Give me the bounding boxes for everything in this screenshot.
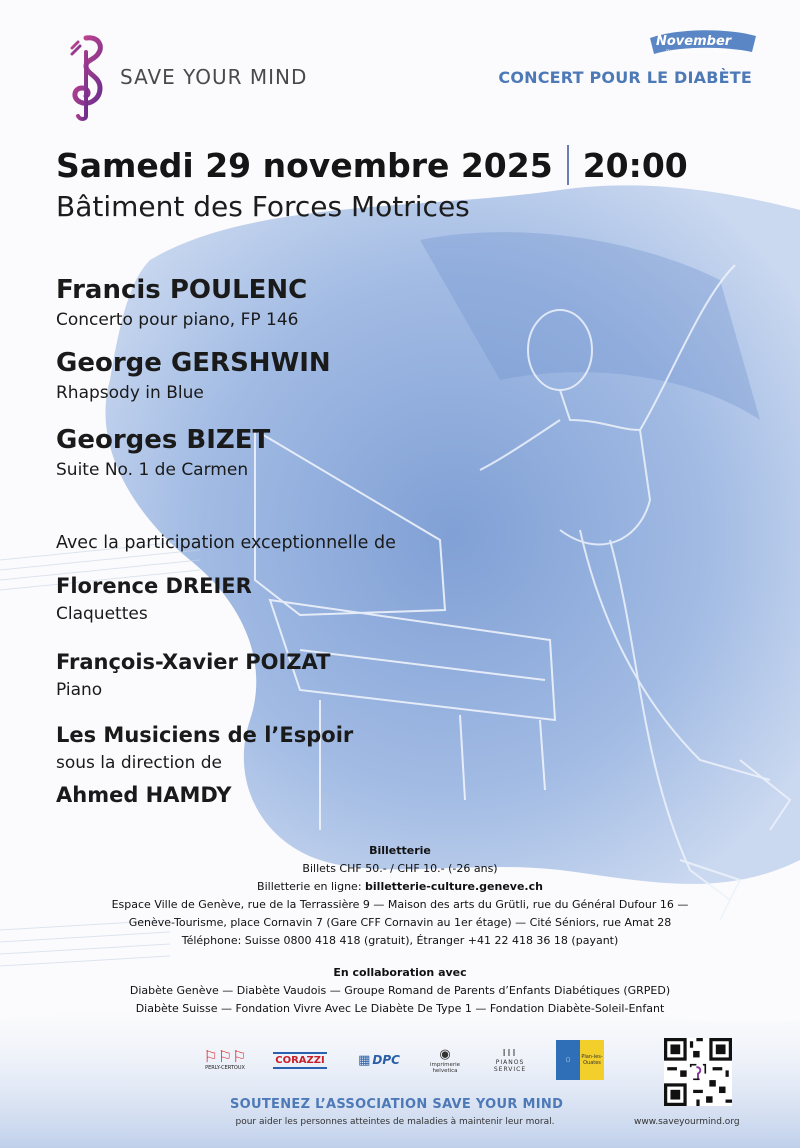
ticket-outlets: Espace Ville de Genève, rue de la Terrassière 9 — Maison des arts du Grütli, rue du Général Dufour 16 — (111, 898, 689, 911)
badge-november: November (656, 34, 732, 49)
ticket-prices: Billets CHF 50.- / CHF 10.- (-26 ans) (302, 862, 498, 875)
work-title: Concerto pour piano, FP 146 (56, 310, 299, 330)
ticket-online-link[interactable]: billetterie-culture.geneve.ch (365, 880, 543, 893)
ensemble-name: Les Musiciens de l’Espoir (56, 723, 354, 747)
program-item (56, 275, 307, 330)
logo-text: SAVE YOUR MIND (120, 65, 308, 89)
event-date-time (56, 145, 688, 185)
direction-label: sous la direction de (56, 753, 222, 773)
collaboration-partners: Diabète Genève — Diabète Vaudois — Groupe Romand de Parents d’Enfants Diabétiques (GRPED) (129, 984, 671, 997)
event-date: Samedi 29 novembre 2025 (56, 145, 553, 185)
dpc-logo: ▦ DPC (358, 1052, 400, 1068)
program-item (56, 425, 270, 480)
program-item (56, 348, 331, 403)
collaboration-heading: En collaboration avec (333, 966, 467, 979)
support-headline: SOUTENEZ L’ASSOCIATION SAVE YOUR MIND (230, 1097, 564, 1112)
ticket-outlets: Genève-Tourisme, place Cornavin 7 (Gare CFF Cornavin au 1er étage) — Cité Séniors, rue Amat 28 (128, 916, 672, 929)
ensemble-entry (56, 723, 353, 807)
artist-role: Piano (56, 680, 103, 700)
plan-les-ouates-logo-blue: ▢ (556, 1040, 580, 1080)
ticket-phone: Téléphone: Suisse 0800 418 418 (gratuit), Étranger +41 22 418 36 18 (payant) (181, 934, 619, 947)
website-link[interactable]: www.saveyourmind.org (634, 1117, 740, 1127)
composer-name: Georges BIZET (56, 425, 271, 455)
qr-code[interactable] (664, 1038, 732, 1106)
support-subline: pour aider les personnes atteintes de maladies à maintenir leur moral. (235, 1117, 555, 1127)
participation-intro: Avec la participation exceptionnelle de (56, 533, 396, 553)
seahorse-clef-icon (64, 32, 114, 122)
november-awareness-badge (648, 26, 758, 60)
artist-role: Claquettes (56, 604, 148, 624)
composer-name: Francis POULENC (56, 275, 308, 305)
imprimerie-helvetica-logo: ◉ imprimerie helvetica (429, 1046, 461, 1074)
date-separator (567, 145, 569, 185)
corazzi-logo: CORAZZI (268, 1040, 332, 1080)
work-title: Suite No. 1 de Carmen (56, 460, 249, 480)
ticket-online: Billetterie en ligne: billetterie-culture.geneve.ch (257, 880, 543, 893)
badge-caption: Diabetes Awareness Month (666, 50, 728, 55)
pianos-service-logo: III PIANOS SERVICE (493, 1047, 527, 1073)
artist-name: Florence DREIER (56, 574, 252, 598)
event-time: 20:00 (582, 145, 688, 185)
save-your-mind-logo (64, 32, 307, 122)
composer-name: George GERSHWIN (56, 348, 331, 378)
concert-subtitle: CONCERT POUR LE DIABÈTE (498, 68, 752, 87)
ticketing-info (0, 842, 800, 950)
event-venue: Bâtiment des Forces Motrices (56, 190, 470, 223)
work-title: Rhapsody in Blue (56, 383, 204, 403)
collaboration-info (0, 964, 800, 1018)
artist-name: François-Xavier POIZAT (56, 650, 331, 674)
conductor-name: Ahmed HAMDY (56, 783, 232, 807)
ticketing-heading: Billetterie (369, 844, 431, 857)
collaboration-partners: Diabète Suisse — Fondation Vivre Avec Le Diabète De Type 1 — Fondation Diabète-Soleil-Enfant (135, 1002, 665, 1015)
plan-les-ouates-logo: Plan-les-Ouates (580, 1040, 604, 1080)
artist-entry (56, 574, 252, 624)
artist-entry (56, 650, 330, 700)
perly-certoux-logo: ⚐⚐⚐ PERLY-CERTOUX (203, 1047, 247, 1071)
